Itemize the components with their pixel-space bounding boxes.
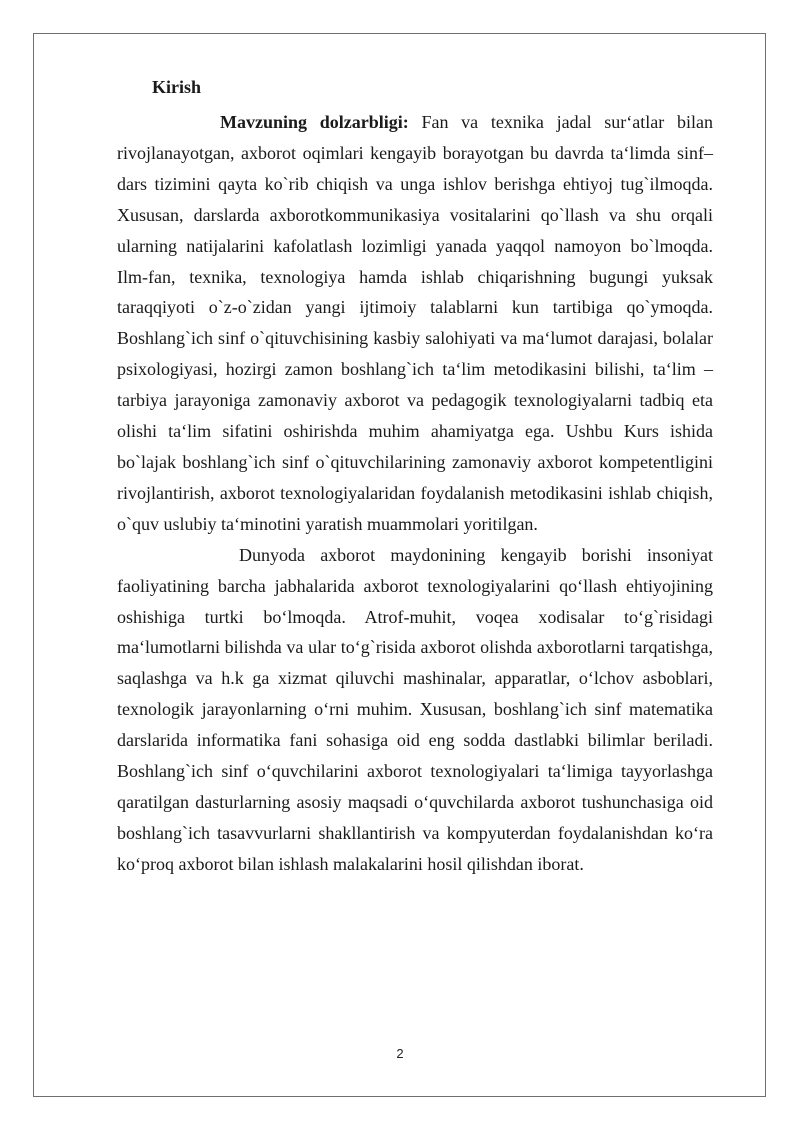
paragraph-lead: Mavzuning dolzarbligi: xyxy=(220,112,409,132)
paragraph-text: Fan va texnika jadal sur‘atlar bilan rivojlanayotgan, axborot oqimlari kengayib borayotgan bu davrda ta‘limda sinf–dars tizimini qayta ko`rib chiqish va unga ishlov berishga ehtiyoj tug`ilmoqda. Xususan, darslarda axborotkommunikasiya vositalarini qo`llash va shu orqali ularning natijalarini kafolatlash lozimligi yanada yaqqol namoyon bo`lmoqda. Ilm-fan, texnika, texnologiya hamda ishlab chiqarishning bugungi yuksak taraqqiyoti o`z-o`zidan yangi ijtimoiy talablarni kun tartibiga qo`ymoqda. Boshlang`ich sinf o`qituvchisining kasbiy salohiyati va ma‘lumot darajasi, bolalar psixologiyasi, hozirgi zamon boshlang`ich ta‘lim metodikasini bilishi, ta‘lim – tarbiya jarayoniga zamonaviy axborot va pedagogik texnologiyalarni tadbiq eta olishi ta‘lim sifatini oshirishda muhim ahamiyatga ega. Ushbu Kurs ishida bo`lajak boshlang`ich sinf o`qituvchilarining zamonaviy axborot kompetentligini rivojlantirish, axborot texnologiyalaridan foydalanish metodikasini ishlab chiqish, o`quv uslubiy ta‘minotini yaratish muammolari yoritilgan. xyxy=(117,112,713,534)
section-heading: Kirish xyxy=(152,77,202,97)
paragraph-relevance xyxy=(117,107,713,540)
document-body xyxy=(117,107,713,880)
page-number: 2 xyxy=(396,1046,404,1061)
paragraph-information-field: Dunyoda axborot maydonining kengayib borishi insoniyat faoliyatining barcha jabhalarida axborot texnologiyalarini qo‘llash ehtiyojining oshishiga turtki bo‘lmoqda. Atrof-muhit, voqea xodisalar to‘g`risidagi ma‘lumotlarni bilishda va ular to‘g`risida axborot olishda axborotlarni tarqatishga, saqlashga va h.k ga xizmat qiluvchi mashinalar, apparatlar, o‘lchov asboblari, texnologik jarayonlarning o‘rni muhim. Xususan, boshlang`ich sinf matematika darslarida informatika fani sohasiga oid eng sodda dastlabki bilimlar beriladi. Boshlang`ich sinf o‘quvchilarini axborot texnologiyalari ta‘limiga tayyorlashga qaratilgan dasturlarning asosiy maqsadi o‘quvchilarda axborot tushunchasiga oid boshlang`ich tasavvurlarni shakllantirish va kompyuterdan foydalanishdan ko‘ra ko‘proq axborot bilan ishlash malakalarini hosil qilishdan iborat. xyxy=(117,544,713,874)
